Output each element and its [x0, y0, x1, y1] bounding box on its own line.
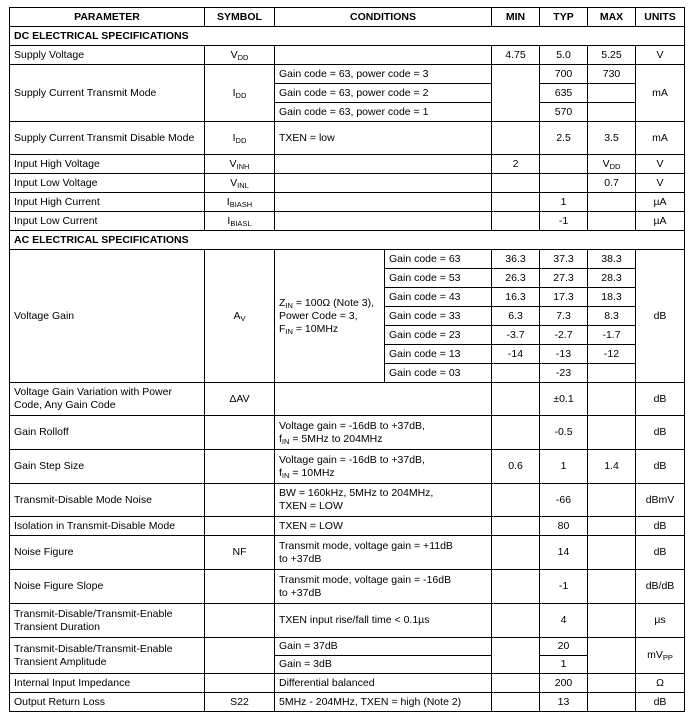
max-cell: -12 — [588, 345, 636, 364]
min-cell — [492, 122, 540, 155]
min-cell: 6.3 — [492, 307, 540, 326]
typ-cell: -1 — [540, 570, 588, 604]
conditions-cell — [275, 193, 492, 212]
symbol-cell — [205, 570, 275, 604]
param-cell: Output Return Loss — [10, 693, 205, 712]
param-cell: Noise Figure — [10, 536, 205, 570]
conditions-cell: TXEN input rise/fall time < 0.1µs — [275, 604, 492, 638]
table-row — [10, 46, 685, 65]
gain-code-cell: Gain code = 43 — [385, 288, 492, 307]
max-cell — [588, 674, 636, 693]
units-cell: mA — [636, 65, 685, 122]
symbol-cell — [205, 416, 275, 450]
max-cell — [588, 364, 636, 383]
max-cell: 1.4 — [588, 450, 636, 484]
typ-cell: 17.3 — [540, 288, 588, 307]
symbol-cell — [205, 638, 275, 674]
max-cell — [588, 383, 636, 416]
symbol-cell — [205, 604, 275, 638]
typ-cell: -1 — [540, 212, 588, 231]
max-cell: 0.7 — [588, 174, 636, 193]
units-cell: µA — [636, 193, 685, 212]
table-row — [10, 383, 685, 416]
typ-cell: 80 — [540, 517, 588, 536]
min-cell — [492, 193, 540, 212]
units-cell: dB — [636, 250, 685, 383]
min-cell: 16.3 — [492, 288, 540, 307]
typ-cell: 200 — [540, 674, 588, 693]
conditions-cell — [275, 212, 492, 231]
param-cell: Noise Figure Slope — [10, 570, 205, 604]
conditions-cell: BW = 160kHz, 5MHz to 204MHz, TXEN = LOW — [275, 484, 492, 517]
table-row — [10, 517, 685, 536]
typ-cell: 635 — [540, 84, 588, 103]
param-cell: Internal Input Impedance — [10, 674, 205, 693]
typ-cell: 37.3 — [540, 250, 588, 269]
table-row — [10, 604, 685, 638]
units-cell: dBmV — [636, 484, 685, 517]
conditions-cell — [275, 46, 492, 65]
symbol-cell: S22 — [205, 693, 275, 712]
min-cell — [492, 364, 540, 383]
header-typ: TYP — [540, 8, 588, 27]
param-cell: Transmit-Disable/Transmit-Enable Transient Duration — [10, 604, 205, 638]
table-row — [10, 536, 685, 570]
units-cell: $mV_{PP}$ — [636, 638, 685, 674]
min-cell — [492, 484, 540, 517]
max-cell: 28.3 — [588, 269, 636, 288]
max-cell — [588, 536, 636, 570]
conditions-cell: Voltage gain = -16dB to +37dB, $f_{IN} = 5MHz$ to 204MHz — [275, 416, 492, 450]
conditions-cell: Gain code = 63, power code = 2 — [275, 84, 492, 103]
param-cell: Voltage Gain — [10, 250, 205, 383]
typ-cell: 700 — [540, 65, 588, 84]
max-cell: -1.7 — [588, 326, 636, 345]
symbol-cell: $A_V$ — [205, 250, 275, 383]
header-min: MIN — [492, 8, 540, 27]
conditions-cell: Gain code = 63, power code = 1 — [275, 103, 492, 122]
conditions-cell: Gain = 3dB — [275, 656, 492, 674]
min-cell: 26.3 — [492, 269, 540, 288]
typ-cell: 13 — [540, 693, 588, 712]
symbol-cell: $V_{DD}$ — [205, 46, 275, 65]
units-cell: dB — [636, 416, 685, 450]
min-cell — [492, 536, 540, 570]
param-cell: Isolation in Transmit-Disable Mode — [10, 517, 205, 536]
table-row — [10, 450, 685, 484]
gain-code-cell: Gain code = 53 — [385, 269, 492, 288]
symbol-cell — [205, 450, 275, 484]
symbol-cell: $I_{DD}$ — [205, 65, 275, 122]
param-cell: Gain Rolloff — [10, 416, 205, 450]
gain-code-cell: Gain code = 03 — [385, 364, 492, 383]
units-cell: dB — [636, 517, 685, 536]
conditions-cell — [275, 155, 492, 174]
typ-cell: 2.5 — [540, 122, 588, 155]
symbol-cell: $I_{BIASH}$ — [205, 193, 275, 212]
min-cell — [492, 674, 540, 693]
max-cell: 8.3 — [588, 307, 636, 326]
units-cell: mA — [636, 122, 685, 155]
typ-cell: -0.5 — [540, 416, 588, 450]
symbol-cell: $I_{DD}$ — [205, 122, 275, 155]
max-cell — [588, 103, 636, 122]
param-cell: Supply Current Transmit Disable Mode — [10, 122, 205, 155]
max-cell: $V_{DD}$ — [588, 155, 636, 174]
param-cell: Transmit-Disable/Transmit-Enable Transient Amplitude — [10, 638, 205, 674]
param-cell: Gain Step Size — [10, 450, 205, 484]
header-max: MAX — [588, 8, 636, 27]
electrical-spec-table — [9, 7, 685, 712]
table-row — [10, 212, 685, 231]
typ-cell — [540, 155, 588, 174]
max-cell — [588, 604, 636, 638]
min-cell: 4.75 — [492, 46, 540, 65]
units-cell: dB — [636, 536, 685, 570]
table-row — [10, 484, 685, 517]
units-cell: V — [636, 46, 685, 65]
table-row — [10, 416, 685, 450]
conditions-cell: 5MHz - 204MHz, TXEN = high (Note 2) — [275, 693, 492, 712]
gain-code-cell: Gain code = 13 — [385, 345, 492, 364]
param-cell: Supply Voltage — [10, 46, 205, 65]
min-cell — [492, 416, 540, 450]
min-cell: -3.7 — [492, 326, 540, 345]
header-row — [10, 8, 685, 27]
symbol-cell — [205, 484, 275, 517]
max-cell — [588, 638, 636, 674]
typ-cell: 1 — [540, 450, 588, 484]
symbol-cell — [205, 517, 275, 536]
header-symbol: SYMBOL — [205, 8, 275, 27]
typ-cell: 20 — [540, 638, 588, 656]
symbol-cell: $I_{BIASL}$ — [205, 212, 275, 231]
gain-code-cell: Gain code = 33 — [385, 307, 492, 326]
conditions-cell: Gain code = 63, power code = 3 — [275, 65, 492, 84]
typ-cell: -2.7 — [540, 326, 588, 345]
table-row — [10, 155, 685, 174]
table-row — [10, 65, 685, 84]
units-cell: V — [636, 174, 685, 193]
conditions-cell: Transmit mode, voltage gain = +11dB to +37dB — [275, 536, 492, 570]
min-cell — [492, 383, 540, 416]
table-row — [10, 193, 685, 212]
typ-cell: 4 — [540, 604, 588, 638]
param-cell: Transmit-Disable Mode Noise — [10, 484, 205, 517]
conditions-cell: Differential balanced — [275, 674, 492, 693]
units-cell: dB — [636, 450, 685, 484]
min-cell: 2 — [492, 155, 540, 174]
max-cell — [588, 517, 636, 536]
max-cell: 730 — [588, 65, 636, 84]
header-conditions: CONDITIONS — [275, 8, 492, 27]
table-row — [10, 638, 685, 656]
min-cell — [492, 174, 540, 193]
conditions-cell: Gain = 37dB — [275, 638, 492, 656]
symbol-cell: NF — [205, 536, 275, 570]
symbol-cell — [205, 674, 275, 693]
header-parameter: PARAMETER — [10, 8, 205, 27]
typ-cell: 27.3 — [540, 269, 588, 288]
max-cell — [588, 193, 636, 212]
min-cell — [492, 693, 540, 712]
max-cell: 38.3 — [588, 250, 636, 269]
table-row — [10, 122, 685, 155]
units-cell: Ω — [636, 674, 685, 693]
typ-cell: -23 — [540, 364, 588, 383]
param-cell: Supply Current Transmit Mode — [10, 65, 205, 122]
min-cell — [492, 212, 540, 231]
symbol-cell: $V_{INL}$ — [205, 174, 275, 193]
typ-cell: 1 — [540, 656, 588, 674]
conditions-cell: TXEN = LOW — [275, 517, 492, 536]
max-cell — [588, 212, 636, 231]
param-cell: Input Low Voltage — [10, 174, 205, 193]
param-cell: Input High Voltage — [10, 155, 205, 174]
conditions-cell — [275, 383, 492, 416]
conditions-cell — [275, 174, 492, 193]
min-cell: 36.3 — [492, 250, 540, 269]
max-cell — [588, 570, 636, 604]
header-units: UNITS — [636, 8, 685, 27]
param-cell: Voltage Gain Variation with Power Code, Any Gain Code — [10, 383, 205, 416]
table-row — [10, 174, 685, 193]
section-dc — [10, 27, 685, 46]
units-cell: dB/dB — [636, 570, 685, 604]
conditions-cell: TXEN = low — [275, 122, 492, 155]
gain-code-cell: Gain code = 23 — [385, 326, 492, 345]
typ-cell: 7.3 — [540, 307, 588, 326]
max-cell — [588, 84, 636, 103]
max-cell — [588, 693, 636, 712]
min-cell — [492, 65, 540, 122]
gain-code-cell: Gain code = 63 — [385, 250, 492, 269]
typ-cell: 5.0 — [540, 46, 588, 65]
typ-cell — [540, 174, 588, 193]
typ-cell: 1 — [540, 193, 588, 212]
symbol-cell: ΔAV — [205, 383, 275, 416]
typ-cell: 570 — [540, 103, 588, 122]
units-cell: dB — [636, 693, 685, 712]
typ-cell: -66 — [540, 484, 588, 517]
section-ac — [10, 231, 685, 250]
typ-cell: -13 — [540, 345, 588, 364]
min-cell: -14 — [492, 345, 540, 364]
symbol-cell: $V_{INH}$ — [205, 155, 275, 174]
units-cell: µs — [636, 604, 685, 638]
min-cell — [492, 570, 540, 604]
section-dc-title: DC ELECTRICAL SPECIFICATIONS — [10, 27, 685, 46]
param-cell: Input Low Current — [10, 212, 205, 231]
units-cell: V — [636, 155, 685, 174]
min-cell — [492, 604, 540, 638]
max-cell — [588, 484, 636, 517]
typ-cell: ±0.1 — [540, 383, 588, 416]
min-cell — [492, 517, 540, 536]
max-cell: 5.25 — [588, 46, 636, 65]
table-row — [10, 674, 685, 693]
max-cell: 18.3 — [588, 288, 636, 307]
max-cell — [588, 416, 636, 450]
section-ac-title: AC ELECTRICAL SPECIFICATIONS — [10, 231, 685, 250]
conditions-cell: Transmit mode, voltage gain = -16dB to +37dB — [275, 570, 492, 604]
units-cell: µA — [636, 212, 685, 231]
conditions-cell: Voltage gain = -16dB to +37dB, $f_{IN} = 10MHz$ — [275, 450, 492, 484]
table-row — [10, 693, 685, 712]
min-cell: 0.6 — [492, 450, 540, 484]
min-cell — [492, 638, 540, 674]
units-cell: dB — [636, 383, 685, 416]
table-row — [10, 250, 685, 269]
typ-cell: 14 — [540, 536, 588, 570]
max-cell: 3.5 — [588, 122, 636, 155]
conditions-cell: $Z_{IN} = 100\Omega$ (Note 3), Power Code = 3, $F_{IN} = 10MHz$ — [275, 250, 385, 383]
param-cell: Input High Current — [10, 193, 205, 212]
table-row — [10, 570, 685, 604]
